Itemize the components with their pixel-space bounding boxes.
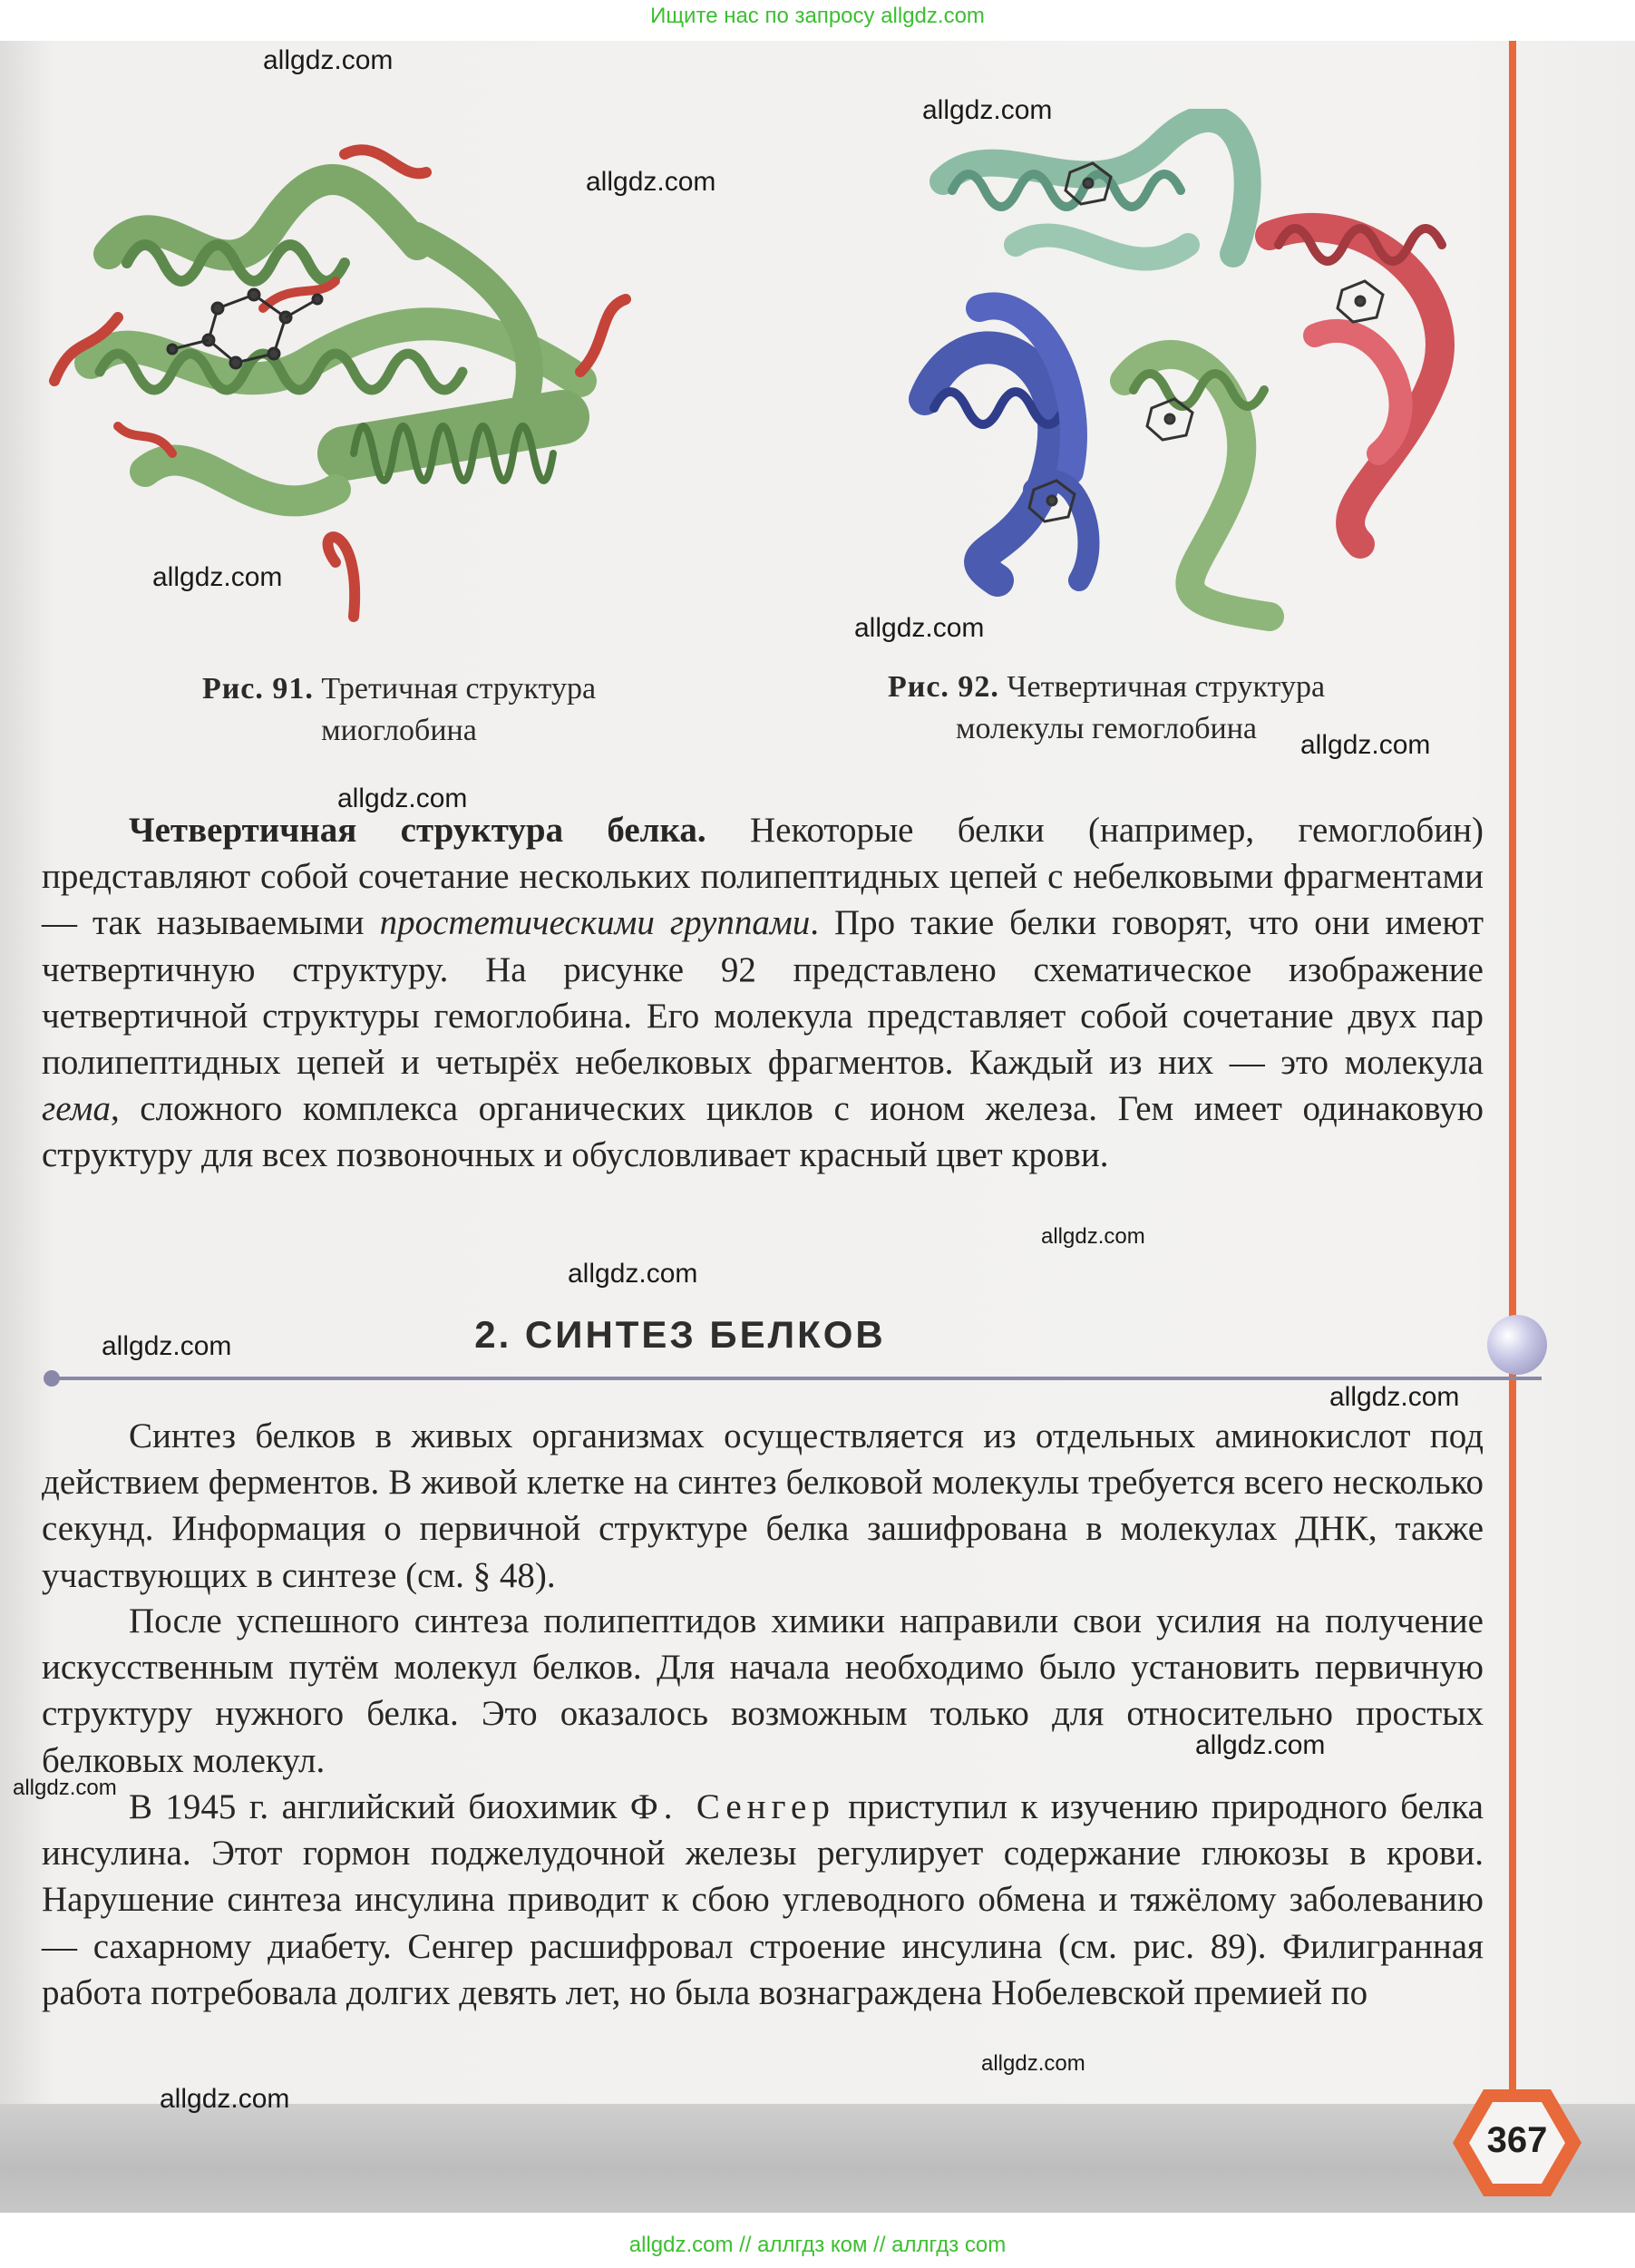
subunit-red bbox=[1315, 331, 1401, 453]
subunit-blue bbox=[925, 347, 1054, 580]
section-rule bbox=[53, 1377, 1542, 1380]
watermark: allgdz.com bbox=[13, 1776, 117, 1800]
figure-91-caption-line1: Третичная структура bbox=[321, 672, 597, 706]
coil-segment bbox=[580, 299, 626, 372]
sanger-name: Ф. Сенгер bbox=[629, 1787, 835, 1826]
figure-91-label: Рис. 91. bbox=[201, 672, 314, 706]
prosthetic-groups-term: простетическими группами bbox=[379, 903, 811, 943]
watermark: allgdz.com bbox=[263, 45, 394, 75]
watermark: allgdz.com bbox=[160, 2084, 290, 2114]
figure-91-caption bbox=[127, 668, 671, 752]
heme-term: гема bbox=[42, 1089, 111, 1129]
helix-segment bbox=[145, 461, 336, 501]
quaternary-text-2: . Про такие белки говорят, что они имеют четвертичную структуру. На рисунке 92 представлено схематическое изображение четвертичной структуры гемоглобина. Его молекула представляет собой сочетание двух пар полипептидных цепей и четырёх небелковых фрагментов. Каждый из них — это молекула bbox=[42, 903, 1484, 1083]
bottom-banner[interactable]: allgdz.com // аллгдз ком // аллгдз com bbox=[628, 2233, 1007, 2257]
subunit-red bbox=[1270, 228, 1440, 544]
synthesis-paragraph-3 bbox=[42, 1784, 1484, 2016]
margin-accent-line bbox=[1509, 41, 1516, 2113]
page-number-badge bbox=[1451, 2088, 1583, 2198]
watermark: allgdz.com bbox=[568, 1259, 698, 1289]
synthesis-text-3a: В 1945 г. английский биохимик bbox=[129, 1787, 630, 1826]
coil-segment bbox=[328, 537, 355, 617]
subunit-blue bbox=[1034, 481, 1088, 580]
page-number: 367 bbox=[1486, 2120, 1548, 2160]
figure-92-hemoglobin bbox=[889, 109, 1487, 635]
subunit-teal bbox=[943, 119, 1248, 254]
coil-segment bbox=[263, 281, 336, 308]
figure-92-caption-line2: молекулы гемоглобина bbox=[955, 712, 1258, 745]
quaternary-text-1: Некоторые белки (например, гемоглобин) представляют собой сочетание нескольких полипептидных цепей с небелковыми фрагментами — так называемыми bbox=[42, 811, 1484, 943]
watermark: allgdz.com bbox=[1041, 1224, 1145, 1249]
figure-91-myoglobin bbox=[36, 127, 653, 635]
synthesis-paragraph-1 bbox=[42, 1413, 1484, 1599]
figure-92-label: Рис. 92. bbox=[887, 670, 999, 704]
watermark: allgdz.com bbox=[854, 613, 985, 643]
watermark: allgdz.com bbox=[1195, 1730, 1326, 1760]
sphere-ornament bbox=[1487, 1315, 1547, 1375]
section-title: 2. СИНТЕЗ БЕЛКОВ bbox=[474, 1313, 886, 1356]
subunit-teal bbox=[1016, 235, 1188, 258]
synthesis-text-3b: приступил к изучению природного белка инсулина. Этот гормон поджелудочной железы регулирует содержание глюкозы в крови. Нарушение синтеза инсулина приводит к сбою углеводного обмена и тяжёлому заболеванию — сахарному диабету. Сенгер расшифровал строение инсулина (см. рис. 89). Филигранная работа потребовала долгих девять лет, но была вознаграждена Нобелевской премией по bbox=[42, 1787, 1484, 2012]
figure-91-caption-line2: миоглобина bbox=[321, 714, 477, 747]
synthesis-text-1: Синтез белков в живых организмах осуществляется из отдельных аминокислот под действием ферментов. В живой клетке на синтез белковой молекулы требуется всего несколько секунд. Информация о первичной структуре белка зашифрована в молекулах ДНК, также участвующих в синтезе (см. § 48). bbox=[42, 1416, 1484, 1595]
watermark: allgdz.com bbox=[1300, 730, 1431, 760]
watermark: allgdz.com bbox=[1329, 1382, 1460, 1412]
watermark: allgdz.com bbox=[922, 95, 1053, 125]
quaternary-term: Четвертичная структура белка. bbox=[129, 811, 706, 850]
top-banner[interactable]: Ищите нас по запросу allgdz.com bbox=[650, 4, 985, 28]
figure-92-caption-line1: Четвертичная структура bbox=[1007, 670, 1326, 704]
watermark: allgdz.com bbox=[337, 784, 468, 813]
coil-segment bbox=[118, 426, 172, 453]
footer-band bbox=[0, 2104, 1635, 2213]
watermark: allgdz.com bbox=[981, 2051, 1085, 2076]
watermark: allgdz.com bbox=[102, 1331, 232, 1361]
watermark: allgdz.com bbox=[152, 562, 283, 592]
watermark: allgdz.com bbox=[586, 167, 716, 197]
quaternary-structure-paragraph bbox=[42, 807, 1484, 1179]
quaternary-text-3: , сложного комплекса органических циклов с ионом железа. Гем имеет одинаковую структуру для всех позвоночных и обусловливает красный цвет крови. bbox=[42, 1089, 1484, 1175]
synthesis-text-2: После успешного синтеза полипептидов химики направили свои усилия на получение искусственным путём молекул белков. Для начала необходимо было установить первичную структуру нужного белка. Это оказалось возможным только для относительно простых белковых молекул. bbox=[42, 1601, 1484, 1780]
